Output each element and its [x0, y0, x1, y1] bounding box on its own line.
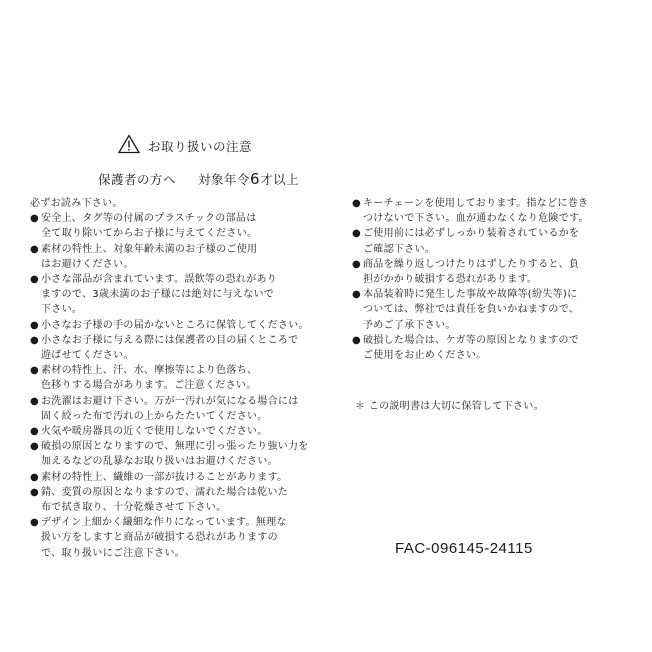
bullet-icon: ● [30, 486, 40, 498]
caution-item-line [352, 318, 612, 333]
caution-item-text: 素材の特性上、汗、水、摩擦等により色落ち、 [41, 365, 258, 377]
caution-item-text: ますので、3歳未満のお子様には絶対に与えないで [41, 289, 275, 301]
caution-item-text: デザイン上細かく繊細な作りになっています。無理な [41, 517, 287, 529]
left-column [30, 196, 320, 561]
bullet-icon: ● [352, 198, 362, 209]
caution-item-line [30, 318, 320, 333]
caution-item-line [30, 470, 320, 485]
bullet-icon: ● [30, 274, 40, 286]
caution-item [352, 226, 612, 256]
caution-item-line [352, 196, 612, 211]
caution-item [30, 485, 320, 515]
caution-item-line [30, 348, 320, 363]
caution-item-text: 小さなお子様に与える際には保護者の目の届くところで [41, 334, 299, 346]
caution-item-line [352, 302, 612, 317]
caution-item-text: 色移りする場合があります。ご注意ください。 [41, 380, 257, 392]
target-audience-line [98, 170, 299, 188]
age-label-suffix: 才以上 [260, 172, 300, 187]
caution-item-line [30, 333, 320, 348]
caution-item [30, 211, 320, 241]
caution-item-line [30, 439, 320, 454]
caution-item-line [30, 409, 320, 424]
intro-text: 必ずお読み下さい。 [30, 198, 123, 209]
age-number: 6 [250, 170, 261, 188]
bullet-icon: ● [352, 289, 362, 301]
caution-item-text: 安全上、タグ等の付属のプラスチックの部品は [41, 213, 257, 225]
caution-item-text: 扱い方をしますと商品が破損する恐れがありますの [41, 532, 278, 544]
caution-item [30, 424, 320, 439]
caution-item-line [352, 348, 612, 363]
caution-item [30, 470, 320, 485]
caution-item-line [30, 226, 320, 241]
caution-item-line [352, 226, 612, 241]
page-title: お取り扱いの注意 [148, 139, 253, 154]
bullet-icon: ● [30, 334, 40, 346]
right-caution-list [352, 196, 612, 363]
caution-item-line [30, 394, 320, 409]
caution-item-text: 素材の特性上、繊維の一部が抜けることがあります。 [41, 471, 288, 483]
bullet-icon: ● [30, 319, 40, 331]
caution-item-line [30, 363, 320, 378]
caution-item [352, 196, 612, 226]
caution-item-line [30, 515, 320, 530]
caution-item-text: ご使用をお止めください。 [363, 350, 487, 362]
caution-item-line [30, 500, 320, 515]
bullet-icon: ● [30, 441, 40, 453]
bullet-icon: ● [30, 426, 40, 438]
caution-item [352, 333, 612, 363]
caution-item-line [30, 454, 320, 469]
bullet-icon: ● [352, 228, 362, 240]
caution-item [352, 287, 612, 333]
caution-item-line [30, 272, 320, 287]
caution-item [30, 242, 320, 272]
caution-item-text: 火気や暖房器具の近くで使用しないでください。 [41, 426, 268, 438]
caution-item [30, 394, 320, 424]
product-code: FAC-096145-24115 [395, 540, 533, 557]
caution-item-text: で、取り扱いにご注意下さい。 [41, 547, 185, 559]
caution-item-text: キーチェーンを使用しております。指などに巻き [363, 198, 589, 209]
caution-item-text: 商品を繰り返しつけたりはずしたりすると、負 [363, 258, 580, 270]
caution-item-text: 布で拭き取り、十分乾燥させて下さい。 [41, 502, 227, 514]
caution-item [30, 439, 320, 469]
caution-item-text: 錆、変質の原因となりますので、濡れた場合は乾いた [41, 486, 288, 498]
caution-item [30, 363, 320, 393]
caution-item-text: 小さなお子様の手の届かないところに保管してください。 [41, 319, 309, 331]
bullet-icon: ● [30, 243, 40, 255]
bullet-icon: ● [30, 517, 40, 529]
caution-item-text: 本品装着時に発生した事故や故障等(紛失等)に [363, 289, 578, 301]
caution-item-text: 加えるなどの乱暴なお取り扱いはお避けください。 [41, 456, 278, 468]
caution-item-text: 下さい。 [41, 304, 83, 316]
caution-item-text: ご使用前には必ずしっかり装着されているかを [363, 228, 580, 240]
caution-item-text: 小さな部品が含まれています。誤飲等の恐れがあり [41, 274, 278, 286]
caution-item [30, 515, 320, 561]
caution-item-text: つけないで下さい。血が通わなくなり危険です。 [363, 213, 589, 225]
caution-item-text: 予めご了承下さい。 [363, 319, 456, 331]
bullet-icon: ● [30, 213, 40, 225]
caution-item-line [30, 242, 320, 257]
caution-item-text: 全て取り除いてからお子様に与えてください。 [41, 228, 258, 240]
caution-item-text: 担がかかり破損する恐れがあります。 [363, 274, 538, 286]
caution-item-line [30, 287, 320, 302]
caution-item-line [352, 333, 612, 348]
caution-item-line [352, 272, 612, 287]
caution-item-line [30, 302, 320, 317]
caution-item-text: 固く絞った布で汚れの上からたたいてください。 [41, 410, 268, 422]
caution-item-text: お洗濯はお避け下さい。万が一汚れが気になる場合には [41, 395, 299, 407]
caution-item-text: はお避けください。 [41, 258, 134, 270]
warning-icon [118, 134, 140, 158]
caution-item-text: 素材の特性上、対象年齢未満のお子様のご使用 [41, 243, 258, 255]
caution-item-text: ご確認下さい。 [363, 243, 436, 255]
caution-item-line [30, 211, 320, 226]
caution-item-line [30, 378, 320, 393]
caution-item-line [352, 257, 612, 272]
caution-item-line [30, 530, 320, 545]
age-label-prefix: 対象年令 [198, 172, 251, 187]
bullet-icon: ● [352, 334, 362, 346]
caution-item-line [352, 242, 612, 257]
caution-item [30, 333, 320, 363]
caution-item-line [352, 287, 612, 302]
caution-item-text: ついては、弊社では責任を負いかねますので、 [363, 304, 580, 316]
caution-item-text: 破損の原因となりますので、無理に引っ張ったり強い力を [41, 441, 309, 453]
footnote: ＊ この説明書は大切に保管して下さい。 [355, 401, 544, 412]
caution-item-line [352, 211, 612, 226]
caution-item-text: 遊ばせてください。 [41, 350, 134, 362]
right-column [352, 196, 612, 363]
bullet-icon: ● [352, 258, 362, 270]
caution-item-text: 破損した場合は、ケガ等の原因となりますので [363, 334, 580, 346]
caution-item-line [30, 485, 320, 500]
bullet-icon: ● [30, 395, 40, 407]
caution-item [352, 257, 612, 287]
left-caution-list [30, 211, 320, 561]
caution-item [30, 318, 320, 333]
guardian-label: 保護者の方へ [98, 172, 177, 187]
title-row [118, 134, 252, 158]
bullet-icon: ● [30, 365, 40, 377]
caution-item-line [30, 257, 320, 272]
bullet-icon: ● [30, 471, 40, 483]
caution-item [30, 272, 320, 318]
caution-item-line [30, 546, 320, 561]
caution-item-line [30, 424, 320, 439]
